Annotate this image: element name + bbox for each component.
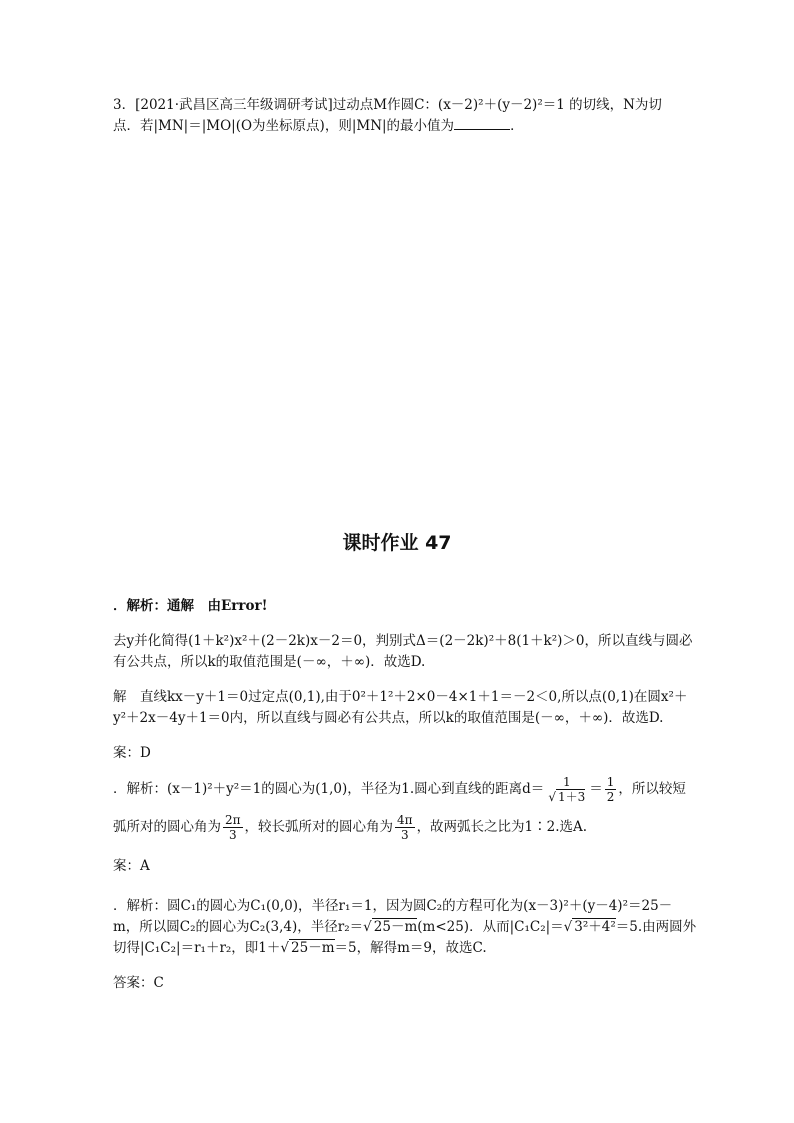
solution-3-answer: 答案：C <box>113 975 164 991</box>
solution-2 <box>113 770 686 877</box>
question-3 <box>113 95 681 137</box>
sqrt-symbol: √ <box>548 790 556 804</box>
page-heading: 课时作业 47 <box>342 532 452 554</box>
solution-3-line-2: m，所以圆C₂的圆心为C₂(3,4)，半径r₂＝√ 25－m(m<25)．从而|C₁C₂|＝√ 3²＋4²＝5.由两圆外 <box>113 919 697 935</box>
answer-blank <box>454 117 510 130</box>
solution-2-line-1: ．解析：(x－1)²＋y²＝1的圆心为(1,0)，半径为1.圆心到直线的距离d＝ $\frac{1}{√ 1+3}$ ＝ $\frac{1}{2}$ ，所以较短 <box>113 775 686 804</box>
fraction-half: $\frac{1}{2}$ <box>606 775 615 804</box>
question-3-text: 点．若|MN|＝|MO|(O为坐标原点)，则|MN|的最小值为 <box>113 118 455 134</box>
solution-1-line-2: 去y并化简得(1＋k²)x²＋(2－2k)x－2＝0，判别式Δ＝(2－2k)²＋8(1＋k²)＞0，所以直线与圆必 <box>113 633 693 649</box>
solution-1 <box>113 596 693 764</box>
solution-1-alt-line-2: y²＋2x－4y＋1＝0内，所以直线与圆必有公共点，所以k的取值范围是(－∞，＋∞)．故选D. <box>113 710 664 726</box>
solution-1-alt-line-1: 解 直线kx－y＋1＝0过定点(0,1),由于0²＋1²＋2×0－4×1＋1＝－2＜0,所以点(0,1)在圆x²＋ <box>113 689 688 705</box>
sqrt-symbol: √ <box>363 919 372 935</box>
solution-3 <box>113 896 697 994</box>
question-3-line-2 <box>113 116 681 137</box>
sqrt-symbol: √ <box>280 940 290 956</box>
fraction-2pi-3: $\frac{2\pi}{3}$ <box>225 813 241 842</box>
fraction-distance: $\frac{1}{√ 1+3}$ <box>548 775 586 804</box>
solution-1-answer: 案：D <box>113 745 151 761</box>
solution-3-line-1: ．解析：圆C₁的圆心为C₁(0,0)，半径r₁＝1，因为圆C₂的方程可化为(x－3)²＋(y－4)²＝25－ <box>113 898 673 914</box>
sqrt-symbol: √ <box>563 919 573 935</box>
solution-2-answer: 案：A <box>113 858 150 874</box>
solution-1-line-3: 有公共点，所以k的取值范围是(－∞，＋∞)．故选D. <box>113 654 426 670</box>
fraction-4pi-3: $\frac{4\pi}{3}$ <box>397 813 413 842</box>
solution-2-line-2: 弧所对的圆心角为 $\frac{2\pi}{3}$ ，较长弧所对的圆心角为 $\frac{4\pi}{3}$ ，故两弧长之比为1∶2.选A. <box>113 813 588 842</box>
question-3-end: ． <box>510 118 524 134</box>
solution-3-line-3: 切得|C₁C₂|＝r₁＋r₂，即1＋√ 25－m＝5，解得m＝9，故选C. <box>113 940 487 956</box>
question-3-line-1: 3．[2021·武昌区高三年级调研考试]过动点M作圆C：(x－2)²＋(y－2)²＝1 的切线，N为切 <box>113 97 662 113</box>
solution-1-line-1: ．解析：通解 由Error! <box>113 598 268 614</box>
